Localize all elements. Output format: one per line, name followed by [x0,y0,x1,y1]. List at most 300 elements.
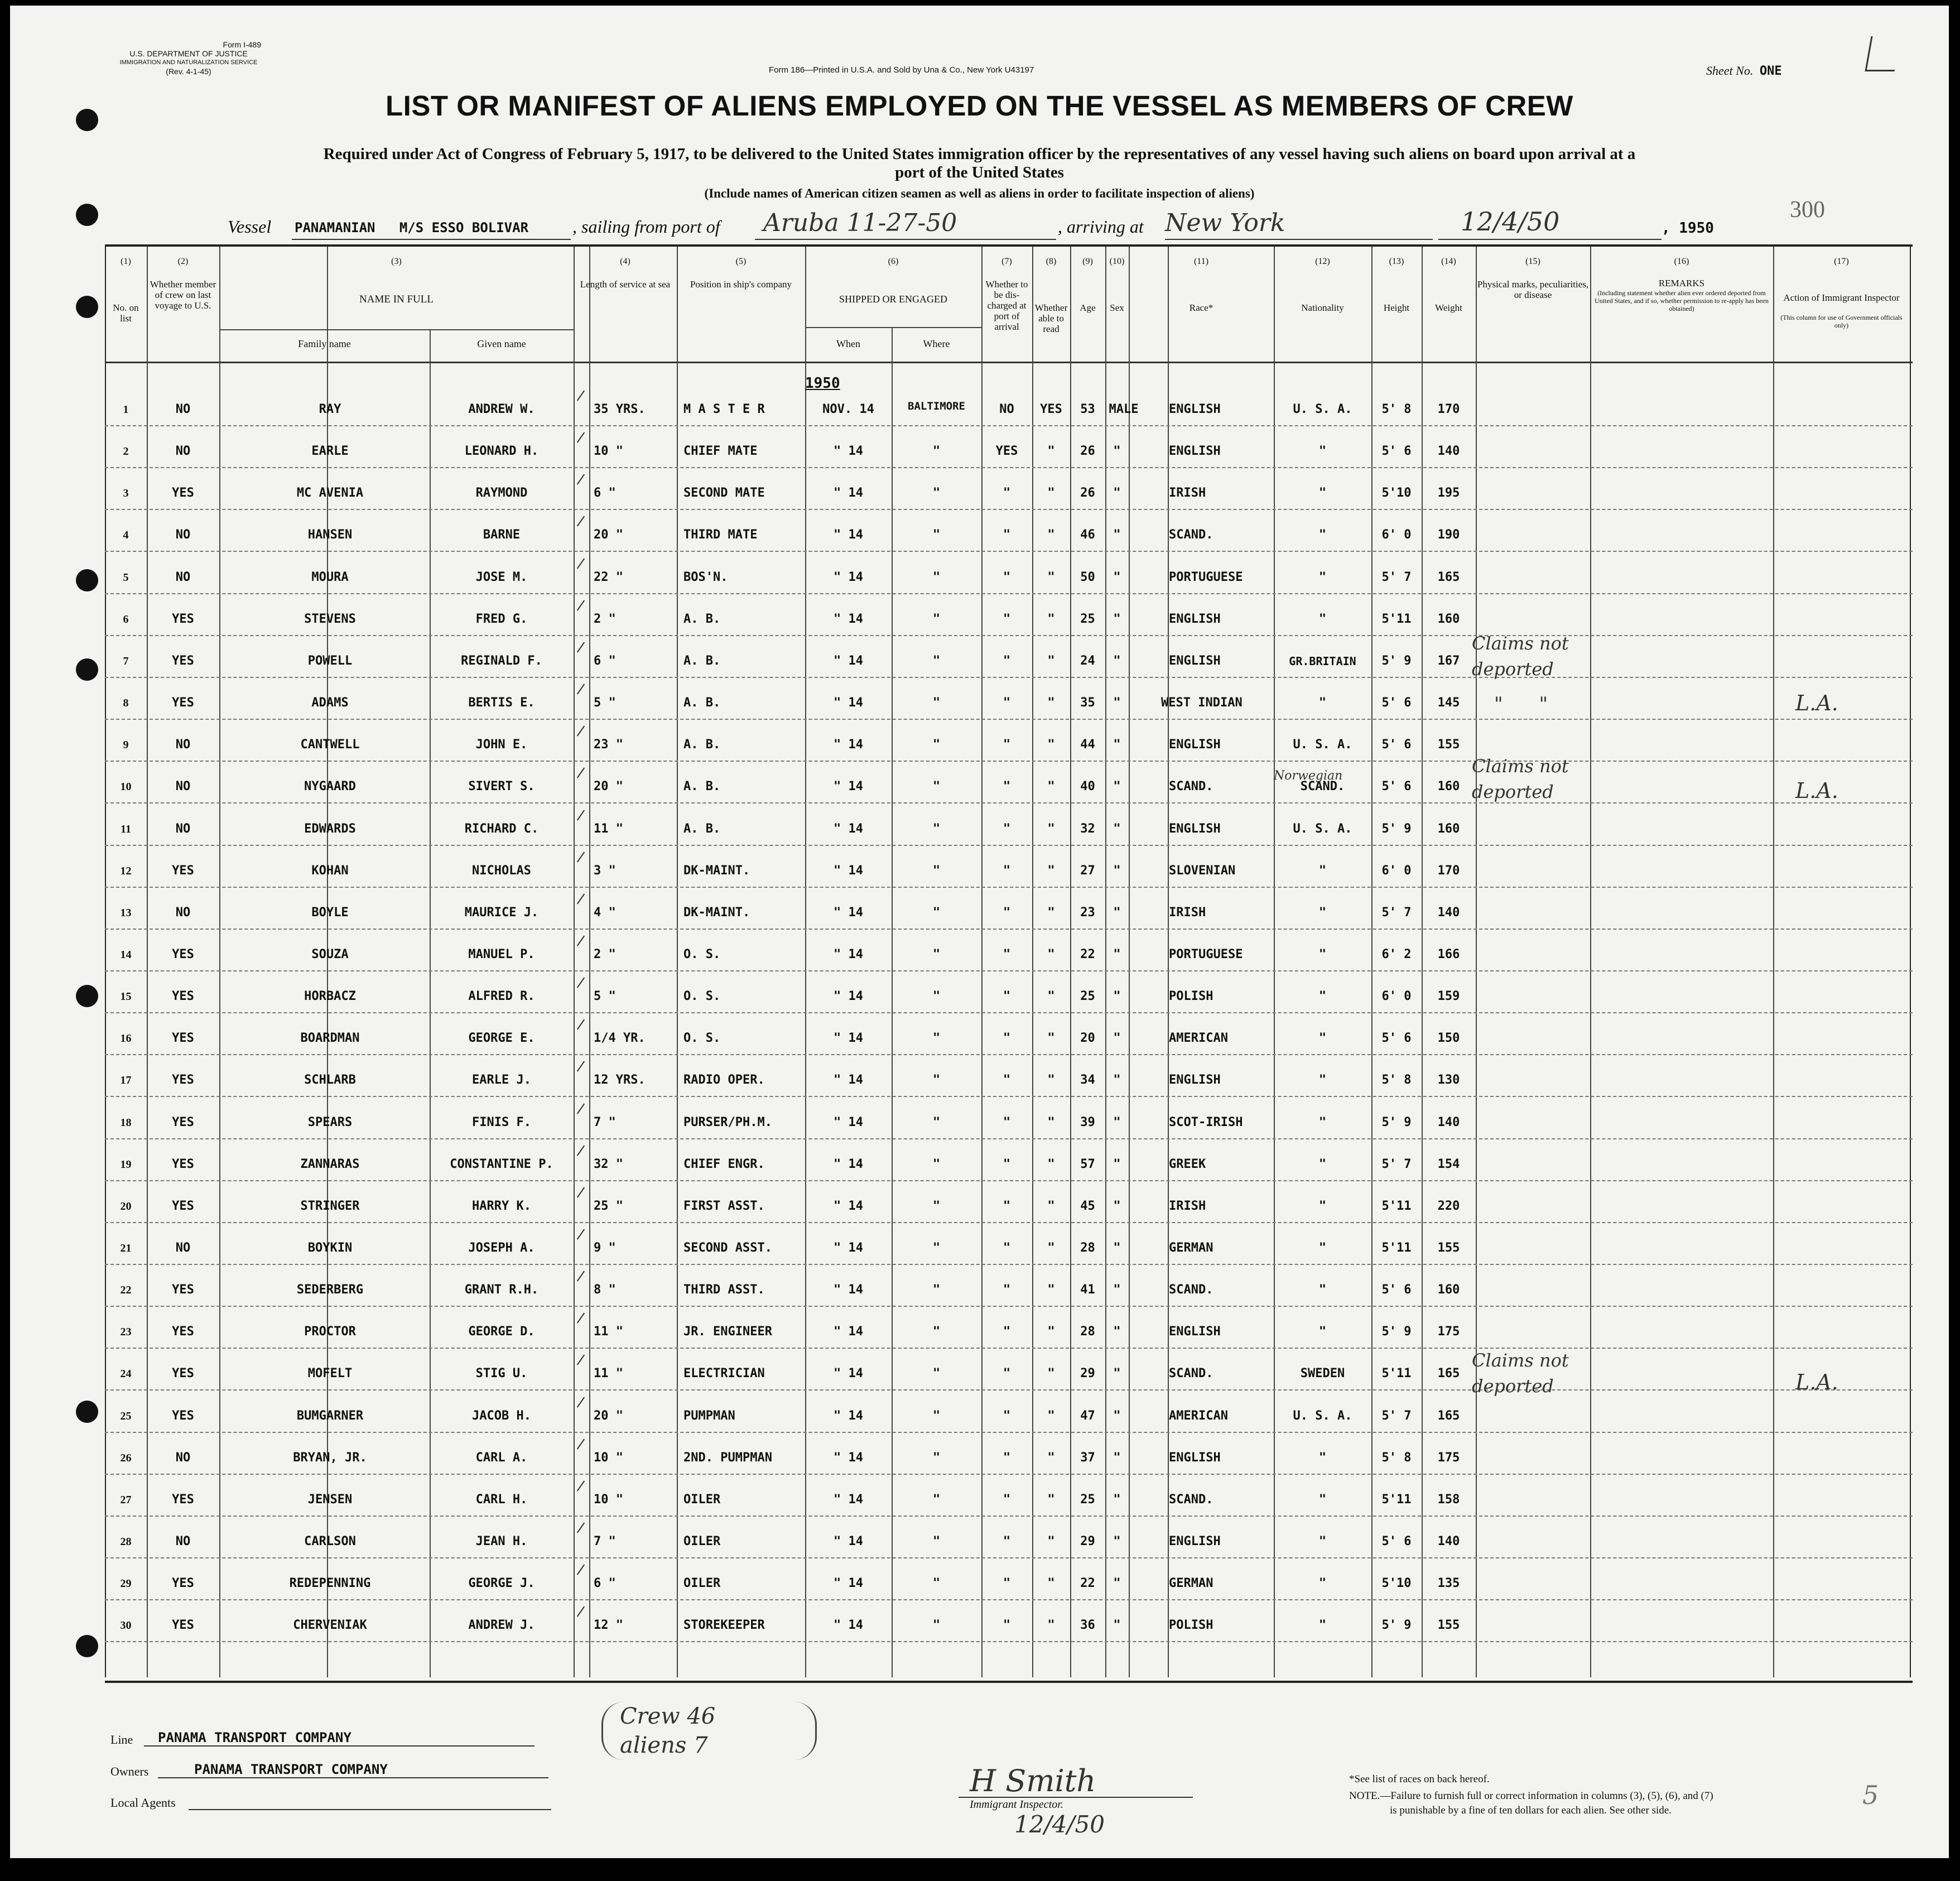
cell-no: 16 [120,1032,132,1045]
cell-service-length: 2 " [594,947,616,961]
sailing-underline [755,239,1056,240]
row-rule [105,1096,1913,1097]
cell-shipped-when: " 14 [834,1241,863,1255]
row-rule [105,509,1913,510]
cell-race: SCAND. [1169,780,1213,794]
cell-shipped-when: " 14 [834,947,863,961]
cell-family-name: SCHLARB [304,1073,356,1088]
cell-service-length: 25 " [594,1199,623,1213]
cell-race: GERMAN [1169,1241,1213,1255]
cell-sex: " [1113,486,1121,501]
cell-service-length: 12 " [594,1618,623,1633]
cell-weight: 165 [1437,1367,1460,1381]
cell-nationality: " [1318,1241,1327,1255]
cell-shipped-where: " [932,444,941,459]
cell-position: M A S T E R [683,402,765,416]
cell-race: ENGLISH [1169,1073,1221,1088]
cell-weight: 155 [1437,738,1460,752]
punch-hole [76,658,98,681]
cell-race: AMERICAN [1169,1031,1228,1046]
cell-service-length: 6 " [594,486,616,501]
cell-service-length: 10 " [594,1450,623,1465]
cell-no: 4 [123,529,129,542]
cell-service-length: 10 " [594,444,623,459]
cell-family-name: CHERVENIAK [293,1618,367,1633]
footnote-fine-1: NOTE.—Failure to furnish full or correct information in columns (3), (5), (6), and (7) [1349,1790,1713,1802]
cell-discharged: " [1003,1241,1011,1255]
cell-able-to-read: " [1047,444,1055,459]
arriving-underline [1165,239,1433,240]
cell-shipped-where: " [932,821,941,836]
cell-given-name: CARL H. [475,1492,528,1507]
cell-no: 11 [121,822,131,835]
cell-sex: " [1113,1115,1121,1129]
cell-last-voyage: YES [172,1408,194,1423]
cell-age: 32 [1080,821,1095,836]
column-number-12: (12) [1315,257,1330,266]
cell-discharged: " [1003,738,1011,752]
cell-position: RADIO OPER. [683,1073,765,1088]
cell-race: SLOVENIAN [1169,863,1236,878]
year-header: 1950 [805,375,840,392]
cell-discharged: " [1003,863,1011,878]
cell-able-to-read: " [1047,570,1055,584]
cell-last-voyage: NO [175,1450,191,1465]
cell-height: 5' 9 [1381,653,1412,668]
cell-last-voyage: NO [175,402,191,416]
cell-family-name: BOARDMAN [300,1031,360,1046]
cell-height: 5' 9 [1381,821,1412,836]
cell-sex: " [1113,1283,1121,1297]
cell-position: CHIEF MATE [683,444,758,459]
row-rule [105,1306,1913,1307]
cell-no: 25 [120,1409,132,1422]
cell-family-name: REDEPENNING [289,1576,371,1591]
cell-weight: 195 [1437,486,1460,501]
row-rule [105,1599,1913,1600]
cell-nationality: " [1318,863,1327,878]
cell-shipped-when: " 14 [834,528,863,542]
row-rule [105,719,1913,720]
action-row-10: L.A. [1795,778,1838,803]
cell-race: POLISH [1169,1618,1213,1633]
cell-height: 5' 6 [1381,444,1412,459]
cell-able-to-read: " [1047,863,1055,878]
row-rule [105,1348,1913,1349]
cell-shipped-where: " [932,780,941,794]
cell-family-name: SEDERBERG [296,1283,364,1297]
column-header-action: Action of Immigrant Inspector [1783,292,1900,303]
cell-age: 53 [1080,402,1095,416]
cell-position: STOREKEEPER [683,1618,765,1633]
column-number-9: (9) [1082,257,1093,266]
cell-shipped-when: " 14 [834,1115,863,1129]
row-rule [105,1516,1913,1517]
subtitle-line-3: (Include names of American citizen seamen as well as aliens in order to facilitate inspection of aliens) [704,186,1255,200]
cell-shipped-where: " [932,696,941,710]
cell-shipped-where: " [932,1576,941,1591]
cell-position: OILER [683,1534,721,1549]
column-header-11: Race* [1189,302,1213,313]
cell-able-to-read: " [1047,1534,1055,1549]
cell-weight: 160 [1437,1283,1460,1297]
cell-no: 7 [123,655,129,667]
cell-shipped-when: " 14 [834,863,863,878]
cell-able-to-read: " [1047,1241,1055,1255]
cell-sex: " [1113,612,1121,626]
cell-sex: " [1113,653,1121,668]
cell-age: 24 [1080,653,1095,668]
cell-height: 5' 6 [1381,780,1412,794]
cell-last-voyage: NO [175,528,191,542]
vessel-underline [292,239,571,240]
cell-service-length: 7 " [594,1115,616,1129]
cell-given-name: MANUEL P. [468,947,535,961]
cell-sex: MALE [1109,402,1139,416]
column-subheader-family: Family name [298,338,351,349]
cell-nationality: " [1318,1576,1327,1591]
cell-able-to-read: " [1047,1367,1055,1381]
cell-nationality: " [1318,444,1327,459]
cell-discharged: " [1003,570,1011,584]
column-number-8: (8) [1046,257,1057,266]
cell-race: ENGLISH [1169,1450,1221,1465]
cell-sex: " [1113,1157,1121,1171]
column-header-1: No. on list [113,302,139,324]
column-rule [1129,247,1130,1677]
column-number-16: (16) [1674,257,1689,266]
cell-height: 6' 0 [1381,989,1412,1004]
column-number-11: (11) [1193,257,1209,266]
remark-row-8: " " [1494,693,1548,715]
cell-given-name: GEORGE J. [468,1576,535,1591]
row-rule [105,551,1913,552]
cell-last-voyage: NO [175,1241,191,1255]
row-rule [105,761,1913,762]
cell-last-voyage: NO [175,905,191,920]
column-header-7: Whether to be dis-charged at port of arrival [985,279,1028,332]
cell-weight: 166 [1437,947,1460,961]
inspector-signature: H Smith [970,1763,1096,1798]
cell-last-voyage: YES [172,1576,194,1591]
arriving-label: , arriving at [1058,217,1144,237]
cell-shipped-where: " [932,1241,941,1255]
cell-weight: 155 [1437,1618,1460,1633]
column-number-3: (3) [391,257,402,266]
cell-height: 5' 7 [1381,570,1412,584]
cell-discharged: " [1003,1325,1011,1339]
cell-position: 2ND. PUMPMAN [683,1450,772,1465]
row-rule [105,1432,1913,1433]
footnote-races: *See list of races on back hereof. [1349,1773,1490,1785]
cell-discharged: " [1003,1073,1011,1088]
cell-nationality: " [1318,989,1327,1004]
cell-shipped-when: NOV. 14 [822,402,874,416]
cell-height: 5' 6 [1381,1283,1412,1297]
cell-height: 5' 8 [1381,1450,1412,1465]
cell-sex: " [1113,1492,1121,1507]
cell-position: PUMPMAN [683,1408,735,1423]
cell-height: 5' 6 [1381,738,1412,752]
cell-last-voyage: YES [172,1492,194,1507]
cell-height: 6' 0 [1381,528,1412,542]
cell-age: 29 [1080,1367,1095,1381]
cell-service-length: 4 " [594,905,616,920]
cell-able-to-read: " [1047,486,1055,501]
cell-height: 5'10 [1381,1576,1412,1591]
cell-weight: 190 [1437,528,1460,542]
punch-hole [76,1401,98,1423]
column-header-8: Whether able to read [1034,302,1068,334]
cell-no: 27 [120,1493,132,1506]
row-rule [105,1012,1913,1013]
cell-last-voyage: YES [172,486,194,501]
cell-sex: " [1113,1241,1121,1255]
cell-discharged: " [1003,780,1011,794]
cell-weight: 135 [1437,1576,1460,1591]
manifest-sheet [10,6,1949,1858]
column-header-5: Position in ship's company [690,279,792,290]
cell-age: 25 [1080,1492,1095,1507]
sailing-label: , sailing from port of [572,217,720,237]
cell-discharged: " [1003,1031,1011,1046]
row-rule [105,845,1913,846]
row-rule [105,1641,1913,1642]
cell-family-name: HANSEN [307,528,353,542]
cell-race: SCAND. [1169,1367,1213,1381]
cell-nationality: " [1318,528,1327,542]
cell-position: DK-MAINT. [683,905,750,920]
cell-service-length: 5 " [594,696,616,710]
cell-discharged: " [1003,1367,1011,1381]
column-header-name: NAME IN FULL [359,294,434,305]
cell-age: 41 [1080,1283,1095,1297]
cell-shipped-where: " [932,1618,941,1633]
punch-hole [76,985,98,1007]
cell-shipped-where: " [932,1325,941,1339]
column-number-2: (2) [177,257,189,266]
cell-shipped-when: " 14 [834,444,863,459]
cell-given-name: GEORGE E. [468,1031,535,1046]
cell-nationality: " [1318,1325,1327,1339]
cell-shipped-when: " 14 [834,653,863,668]
cell-height: 5'10 [1381,486,1412,501]
cell-no: 2 [123,445,129,458]
cell-shipped-where: " [932,1283,941,1297]
cell-position: ELECTRICIAN [683,1367,765,1381]
cell-age: 20 [1080,1031,1095,1046]
cell-able-to-read: " [1047,905,1055,920]
cell-shipped-when: " 14 [834,1618,863,1633]
cell-sex: " [1113,738,1121,752]
cell-given-name: NICHOLAS [472,863,531,878]
cell-shipped-where: " [932,989,941,1004]
cell-discharged: " [1003,1283,1011,1297]
cell-sex: " [1113,1408,1121,1423]
cell-shipped-where: " [932,1534,941,1549]
cell-sex: " [1113,696,1121,710]
cell-shipped-where: " [932,653,941,668]
cell-able-to-read: " [1047,1073,1055,1088]
cell-weight: 158 [1437,1492,1460,1507]
cell-discharged: " [1003,486,1011,501]
sheet-value: ONE [1759,64,1782,78]
cell-height: 5' 9 [1381,1325,1412,1339]
cell-no: 3 [123,487,129,500]
cell-last-voyage: YES [172,1115,194,1129]
owners-label: Owners [110,1764,149,1778]
column-header-10: Sex [1110,302,1124,313]
cell-sex: " [1113,821,1121,836]
column-number-1: (1) [121,257,131,266]
cell-shipped-where: " [932,1157,941,1171]
cell-race: ENGLISH [1169,1325,1221,1339]
column-number-6: (6) [888,257,899,266]
cell-shipped-where: " [932,528,941,542]
cell-nationality: " [1318,612,1327,626]
cell-shipped-when: " 14 [834,486,863,501]
column-header-14: Weight [1435,302,1462,313]
nationality-note-row-10: Norwegian [1274,769,1343,783]
cell-given-name: ANDREW J. [468,1618,535,1633]
arriving-port-value: New York [1165,209,1285,237]
cell-nationality: " [1318,1450,1327,1465]
cell-nationality: GR.BRITAIN [1289,654,1356,668]
cell-position: OILER [683,1492,721,1507]
cell-shipped-when: " 14 [834,1283,863,1297]
cell-shipped-where: BALTIMORE [908,400,965,412]
cell-weight: 165 [1437,570,1460,584]
cell-able-to-read: " [1047,528,1055,542]
column-header-2: Whether member of crew on last voyage to U.S. [150,279,216,311]
cell-service-length: 2 " [594,612,616,626]
cell-weight: 155 [1437,1241,1460,1255]
row-rule [105,1474,1913,1475]
cell-shipped-where: " [932,1367,941,1381]
cell-sex: " [1113,863,1121,878]
cell-service-length: 23 " [594,738,623,752]
arrival-date-value: 12/4/50 [1461,206,1560,237]
cell-given-name: CARL A. [475,1450,528,1465]
cell-position: A. B. [683,612,721,626]
cell-nationality: U. S. A. [1293,1408,1352,1423]
cell-able-to-read: " [1047,1325,1055,1339]
row-rule [105,677,1913,678]
cell-last-voyage: NO [175,1534,191,1549]
action-row-24: L.A. [1795,1370,1838,1394]
agents-label: Local Agents [110,1796,176,1810]
cell-shipped-when: " 14 [834,1534,863,1549]
cell-sex: " [1113,947,1121,961]
cell-family-name: SPEARS [307,1115,353,1129]
cell-age: 22 [1080,947,1095,961]
column-header-remarks: REMARKS [1658,278,1705,288]
cell-no: 6 [123,613,129,626]
row-rule [105,1389,1913,1391]
cell-last-voyage: NO [175,738,191,752]
cell-weight: 170 [1437,863,1460,878]
cell-height: 5' 8 [1381,402,1412,416]
cell-no: 19 [120,1158,132,1171]
cell-nationality: " [1318,1618,1327,1633]
cell-family-name: STEVENS [304,612,356,626]
subheader-rule [219,329,574,330]
cell-sex: " [1113,528,1121,542]
column-rule [1476,247,1477,1677]
cell-age: 40 [1080,780,1095,794]
cell-service-length: 6 " [594,1576,616,1591]
cell-family-name: POWELL [307,653,353,668]
cell-position: A. B. [683,780,721,794]
cell-shipped-when: " 14 [834,1157,863,1171]
cell-height: 5'11 [1381,1367,1412,1381]
cell-able-to-read: " [1047,1450,1055,1465]
sheet-number [1706,64,1782,78]
cell-nationality: U. S. A. [1293,402,1352,416]
column-header-9: Age [1080,302,1096,313]
cell-family-name: MOURA [311,570,349,584]
column-number-14: (14) [1441,257,1456,266]
cell-shipped-where: " [932,1450,941,1465]
owners-underline [158,1777,548,1778]
cell-nationality: SWEDEN [1300,1367,1345,1381]
crew-count: Crew 46 [620,1704,716,1729]
cell-age: 45 [1080,1199,1095,1213]
cell-position: A. B. [683,653,721,668]
column-number-10: (10) [1109,257,1125,266]
column-rule [1590,247,1591,1677]
cell-discharged: " [1003,1492,1011,1507]
cell-able-to-read: " [1047,780,1055,794]
cell-last-voyage: NO [175,780,191,794]
cell-discharged: " [1003,1618,1011,1633]
row-rule [105,970,1913,971]
cell-given-name: SIVERT S. [468,780,535,794]
cell-position: SECOND MATE [683,486,765,501]
cell-family-name: KOHAN [311,863,349,878]
cell-position: O. S. [683,1031,721,1046]
cell-height: 5'11 [1381,1492,1412,1507]
date-underline [1438,239,1662,240]
cell-last-voyage: YES [172,1283,194,1297]
cell-race: ENGLISH [1169,612,1221,626]
row-rule [105,593,1913,594]
cell-discharged: " [1003,612,1011,626]
cell-weight: 140 [1437,1115,1460,1129]
punch-hole [76,569,98,591]
row-rule [105,467,1913,468]
cell-last-voyage: YES [172,947,194,961]
cell-age: 44 [1080,738,1095,752]
cell-age: 25 [1080,612,1095,626]
cell-last-voyage: NO [175,821,191,836]
cell-family-name: ZANNARAS [300,1157,360,1171]
cell-service-length: 20 " [594,528,623,542]
department: U.S. DEPARTMENT OF JUSTICE [129,49,248,58]
cell-discharged: " [1003,905,1011,920]
cell-sex: " [1113,570,1121,584]
cell-discharged: " [1003,653,1011,668]
column-subheader-where: Where [923,338,950,349]
cell-family-name: RAY [319,402,341,416]
cell-given-name: JOSEPH A. [468,1241,535,1255]
cell-nationality: " [1318,1199,1327,1213]
cell-shipped-where: " [932,905,941,920]
cell-family-name: HORBACZ [304,989,356,1004]
cell-service-length: 3 " [594,863,616,878]
cell-no: 10 [120,781,132,793]
cell-race: ENGLISH [1169,1534,1221,1549]
